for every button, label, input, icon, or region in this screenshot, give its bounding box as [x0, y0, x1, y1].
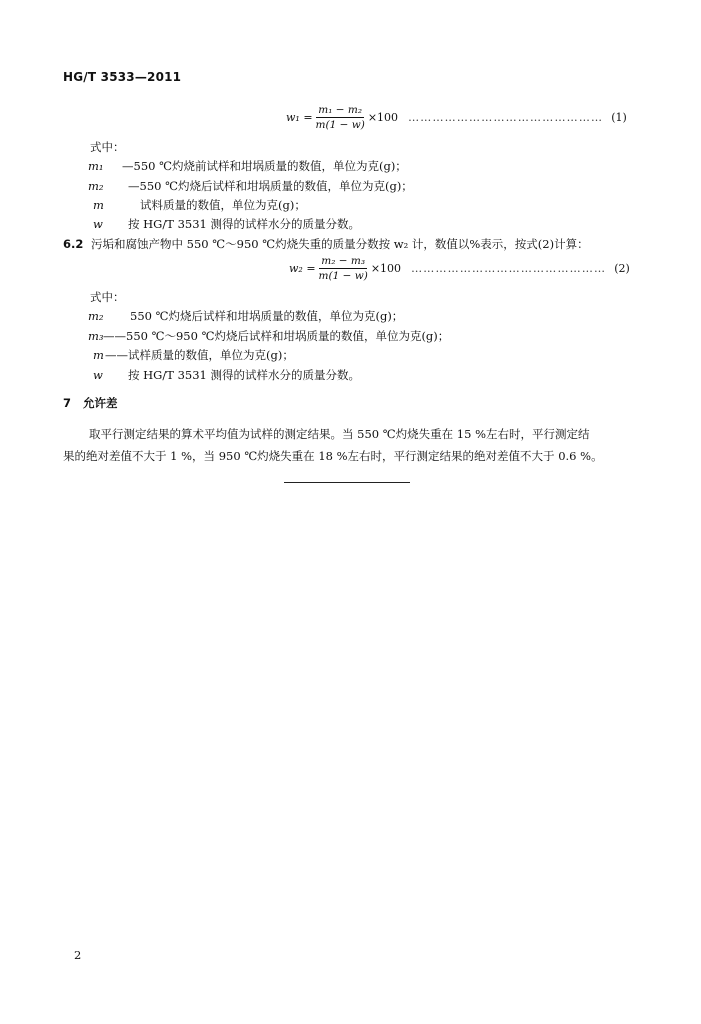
where1-row-3: [93, 198, 306, 213]
clause-number: 6.2: [63, 237, 84, 251]
paragraph-line-2: 果的绝对差值不大于 1 %，当 950 ℃灼烧失重在 18 %左右时，平行测定结果的绝对差值不大于 0.6 %。: [63, 449, 603, 463]
section-7-heading: [63, 396, 118, 411]
where2-definition: 试样质量的数值，单位为克(g)；: [128, 348, 294, 362]
where1-row-4: [93, 217, 360, 232]
clause-text: 污垢和腐蚀产物中 550 ℃～950 ℃灼烧失重的质量分数按 w₂ 计，数值以%表示，按式(2)计算：: [91, 237, 589, 251]
where2-row-4: [93, 368, 360, 383]
where1-symbol: m₁: [88, 159, 104, 173]
where2-symbol: m₂: [88, 309, 104, 323]
where1-row-1: [88, 159, 407, 174]
where2-row-1: [88, 309, 403, 324]
equation-2-leader: …………………………………………: [411, 262, 607, 275]
where1-definition: 试料质量的数值，单位为克(g)；: [140, 198, 306, 212]
section-title: 允许差: [83, 396, 118, 410]
section-number: 7: [63, 396, 72, 410]
equation-1-fraction: [316, 104, 365, 131]
where2-definition: 550 ℃灼烧后试样和坩埚质量的数值，单位为克(g)；: [130, 309, 404, 323]
clause-6-2: [63, 237, 589, 252]
equation-1: [286, 104, 627, 131]
equation-1-factor: ×100: [367, 111, 399, 124]
equation-1-numerator: m₁ − m₂: [318, 104, 363, 116]
end-rule: [284, 482, 410, 483]
equation-2-number: (2): [614, 262, 630, 275]
where2-separator: ——: [105, 348, 128, 362]
where2-separator: ——: [103, 329, 126, 343]
page-number: 2: [74, 948, 82, 962]
where1-symbol: w: [93, 217, 103, 231]
equation-1-denominator: m(1 − w): [315, 119, 365, 131]
where-label-2: 式中：: [90, 290, 125, 304]
where1-symbol: m: [93, 198, 104, 212]
where2-row-2: [88, 329, 449, 344]
equation-2-numerator: m₂ − m₃: [321, 255, 366, 267]
where2-definition: 按 HG/T 3531 测得的试样水分的质量分数。: [128, 368, 360, 382]
equation-1-leader: …………………………………………: [408, 111, 604, 124]
where1-row-2: [88, 179, 413, 194]
where1-definition: —550 ℃灼烧后试样和坩埚质量的数值，单位为克(g)；: [128, 179, 413, 193]
equation-2-fraction: [319, 255, 368, 282]
document-code: HG/T 3533—2011: [63, 70, 182, 84]
equation-2: [289, 255, 630, 282]
where1-symbol: m₂: [88, 179, 104, 193]
where2-definition: 550 ℃～950 ℃灼烧后试样和坩埚质量的数值，单位为克(g)；: [126, 329, 450, 343]
equation-2-factor: ×100: [370, 262, 402, 275]
where-label-1: 式中：: [90, 140, 125, 154]
where1-definition: 按 HG/T 3531 测得的试样水分的质量分数。: [128, 217, 360, 231]
where2-row-3: [93, 348, 294, 363]
where1-definition: —550 ℃灼烧前试样和坩埚质量的数值，单位为克(g)；: [122, 159, 407, 173]
equation-2-lhs: w₂ =: [289, 262, 316, 275]
where2-symbol: m: [93, 348, 104, 362]
equation-2-denominator: m(1 − w): [318, 270, 368, 282]
where2-symbol: m₃: [88, 329, 104, 343]
section-7-paragraph: [63, 423, 643, 467]
equation-1-lhs: w₁ =: [286, 111, 313, 124]
where2-symbol: w: [93, 368, 103, 382]
paragraph-line-1: 取平行测定结果的算术平均值为试样的测定结果。当 550 ℃灼烧失重在 15 %左右时，平行测定结: [89, 427, 590, 441]
equation-1-number: (1): [611, 111, 627, 124]
